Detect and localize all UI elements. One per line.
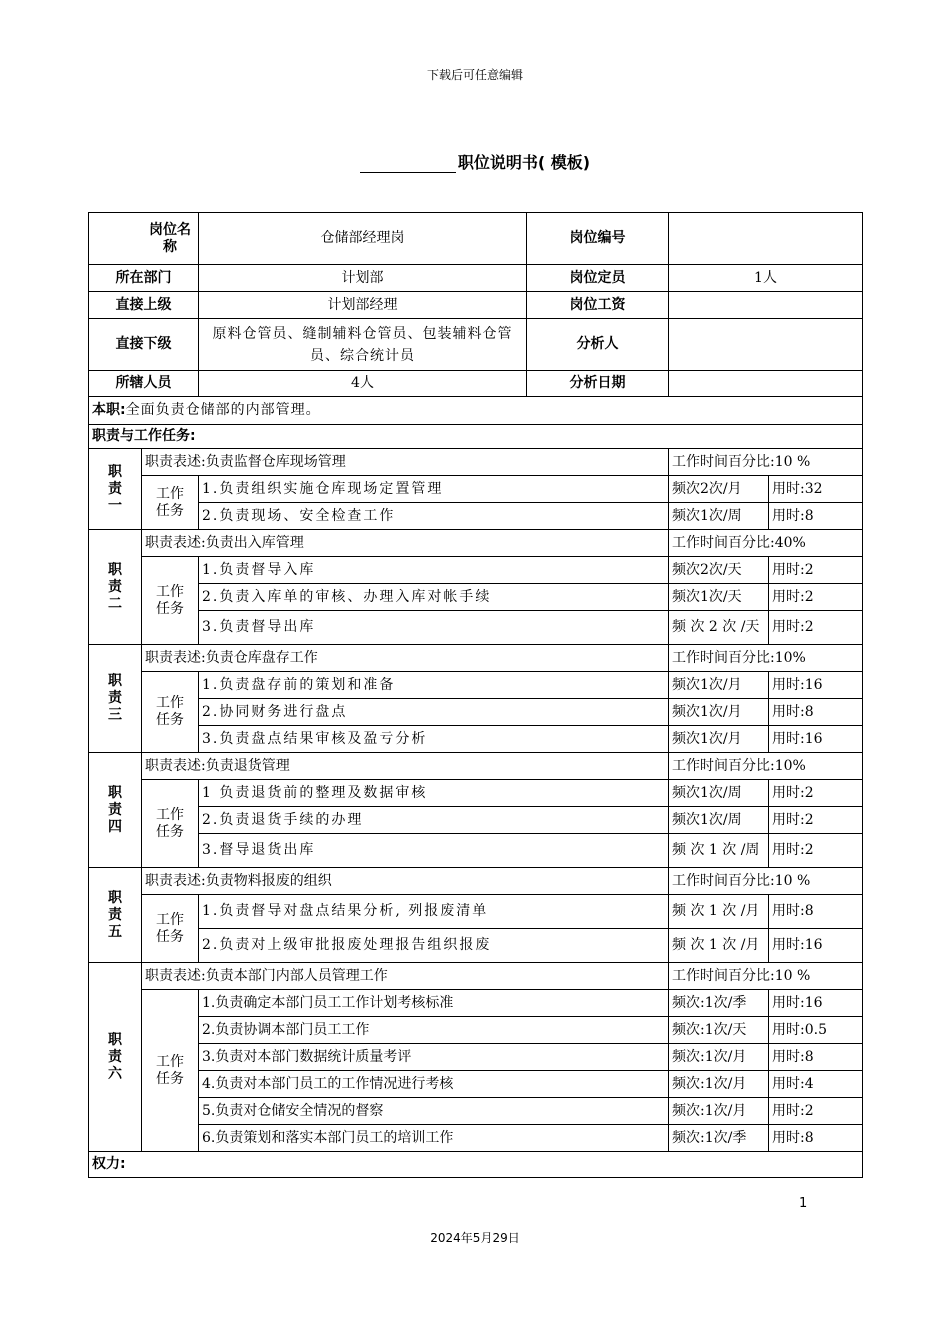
title-text: 职位说明书( 模板) [457,153,591,172]
task-frequency: 频次1次/月 [669,699,769,726]
task-hours: 用时:2 [769,807,863,834]
task-text: 1.负责督导入库 [199,557,669,584]
analyst-label: 分析人 [527,319,669,371]
task-text: 6.负责策划和落实本部门员工的培训工作 [199,1125,669,1152]
footer-date: 2024年5月29日 [430,1231,520,1245]
duty-label: 职责一 [89,449,142,530]
job-description-table [88,212,863,1178]
task-frequency: 频 次 1 次 /周 [669,834,769,868]
task-hours: 用时:2 [769,834,863,868]
duty-time-percent: 工作时间百分比:10 % [669,868,863,895]
task-frequency: 频次:1次/天 [669,1017,769,1044]
task-frequency: 频次1次/周 [669,503,769,530]
duty-time-percent: 工作时间百分比:40% [669,530,863,557]
task-frequency: 频次1次/周 [669,780,769,807]
task-text: 3.负责对本部门数据统计质量考评 [199,1044,669,1071]
task-frequency: 频 次 2 次 /天 [669,611,769,645]
task-hours: 用时:2 [769,1098,863,1125]
duty-time-percent: 工作时间百分比:10% [669,753,863,780]
duties-section-label: 职责与工作任务: [89,425,863,449]
task-hours: 用时:8 [769,503,863,530]
task-hours: 用时:16 [769,726,863,753]
post-no-label: 岗位编号 [527,213,669,265]
task-frequency: 频次1次/月 [669,672,769,699]
task-label: 工作任务 [142,780,199,868]
task-hours: 用时:8 [769,895,863,929]
dept-value: 计划部 [199,265,527,292]
task-hours: 用时:16 [769,990,863,1017]
task-text: 1.负责组织实施仓库现场定置管理 [199,476,669,503]
wage-value [669,292,863,319]
task-label: 工作任务 [142,476,199,530]
duty-statement: 职责表述:负责监督仓库现场管理 [142,449,669,476]
task-text: 2.负责对上级审批报废处理报告组织报废 [199,929,669,963]
duty-statement: 职责表述:负责物料报废的组织 [142,868,669,895]
task-text: 2.负责入库单的审核、办理入库对帐手续 [199,584,669,611]
task-text: 1.负责督导对盘点结果分析, 列报废清单 [199,895,669,929]
duty-summary-label: 本职: [92,402,126,418]
task-frequency: 频次1次/天 [669,584,769,611]
analysis-date-value [669,371,863,397]
task-frequency: 频次1次/月 [669,726,769,753]
post-name-label: 岗位名称 [89,213,199,265]
header-note: 下载后可任意编辑 [426,68,523,82]
task-frequency: 频 次 1 次 /月 [669,895,769,929]
wage-label: 岗位工资 [527,292,669,319]
duty-label: 职责二 [89,530,142,645]
task-frequency: 频次:1次/月 [669,1044,769,1071]
task-hours: 用时:8 [769,699,863,726]
task-text: 2.协同财务进行盘点 [199,699,669,726]
task-hours: 用时:2 [769,780,863,807]
task-frequency: 频次2次/月 [669,476,769,503]
staff-value: 4人 [199,371,527,397]
dept-label: 所在部门 [89,265,199,292]
task-hours: 用时:32 [769,476,863,503]
page-number: 1 [799,1196,808,1211]
task-hours: 用时:2 [769,584,863,611]
task-hours: 用时:16 [769,672,863,699]
power-label: 权力: [89,1152,863,1178]
task-text: 2.负责退货手续的办理 [199,807,669,834]
task-text: 1 负责退货前的整理及数据审核 [199,780,669,807]
task-text: 4.负责对本部门员工的工作情况进行考核 [199,1071,669,1098]
post-no-value [669,213,863,265]
task-frequency: 频 次 1 次 /月 [669,929,769,963]
task-label: 工作任务 [142,895,199,963]
duty-time-percent: 工作时间百分比:10 % [669,449,863,476]
superior-label: 直接上级 [89,292,199,319]
duty-label: 职责三 [89,645,142,753]
task-text: 2.负责现场、安全检查工作 [199,503,669,530]
duty-statement: 职责表述:负责仓库盘存工作 [142,645,669,672]
task-hours: 用时:2 [769,611,863,645]
duty-statement: 职责表述:负责本部门内部人员管理工作 [142,963,669,990]
task-frequency: 频次:1次/季 [669,990,769,1017]
duty-time-percent: 工作时间百分比:10% [669,645,863,672]
task-text: 3.负责盘点结果审核及盈亏分析 [199,726,669,753]
title-blank-line [360,158,456,173]
document-title [0,150,950,173]
task-frequency: 频次:1次/月 [669,1071,769,1098]
task-hours: 用时:0.5 [769,1017,863,1044]
task-text: 3.负责督导出库 [199,611,669,645]
subordinate-value: 原料仓管员、缝制辅料仓管员、包装辅料仓管员、综合统计员 [199,319,527,371]
post-name-value: 仓储部经理岗 [199,213,527,265]
task-frequency: 频次:1次/月 [669,1098,769,1125]
task-hours: 用时:8 [769,1125,863,1152]
task-frequency: 频次:1次/季 [669,1125,769,1152]
duty-statement: 职责表述:负责出入库管理 [142,530,669,557]
task-text: 1.负责盘存前的策划和准备 [199,672,669,699]
task-label: 工作任务 [142,672,199,753]
task-text: 2.负责协调本部门员工工作 [199,1017,669,1044]
task-frequency: 频次2次/天 [669,557,769,584]
analyst-value [669,319,863,371]
analysis-date-label: 分析日期 [527,371,669,397]
staff-label: 所辖人员 [89,371,199,397]
task-label: 工作任务 [142,990,199,1152]
duty-label: 职责四 [89,753,142,868]
duty-summary-text: 全面负责仓储部的内部管理。 [125,402,321,418]
task-label: 工作任务 [142,557,199,645]
duty-label: 职责六 [89,963,142,1152]
duty-time-percent: 工作时间百分比:10 % [669,963,863,990]
duty-summary-row [89,397,863,425]
task-text: 1.负责确定本部门员工工作计划考核标准 [199,990,669,1017]
duty-statement: 职责表述:负责退货管理 [142,753,669,780]
subordinate-label: 直接下级 [89,319,199,371]
task-hours: 用时:2 [769,557,863,584]
task-hours: 用时:8 [769,1044,863,1071]
task-frequency: 频次1次/周 [669,807,769,834]
task-text: 5.负责对仓储安全情况的督察 [199,1098,669,1125]
task-hours: 用时:16 [769,929,863,963]
task-text: 3.督导退货出库 [199,834,669,868]
quota-value: 1人 [669,265,863,292]
task-hours: 用时:4 [769,1071,863,1098]
duty-label: 职责五 [89,868,142,963]
quota-label: 岗位定员 [527,265,669,292]
superior-value: 计划部经理 [199,292,527,319]
